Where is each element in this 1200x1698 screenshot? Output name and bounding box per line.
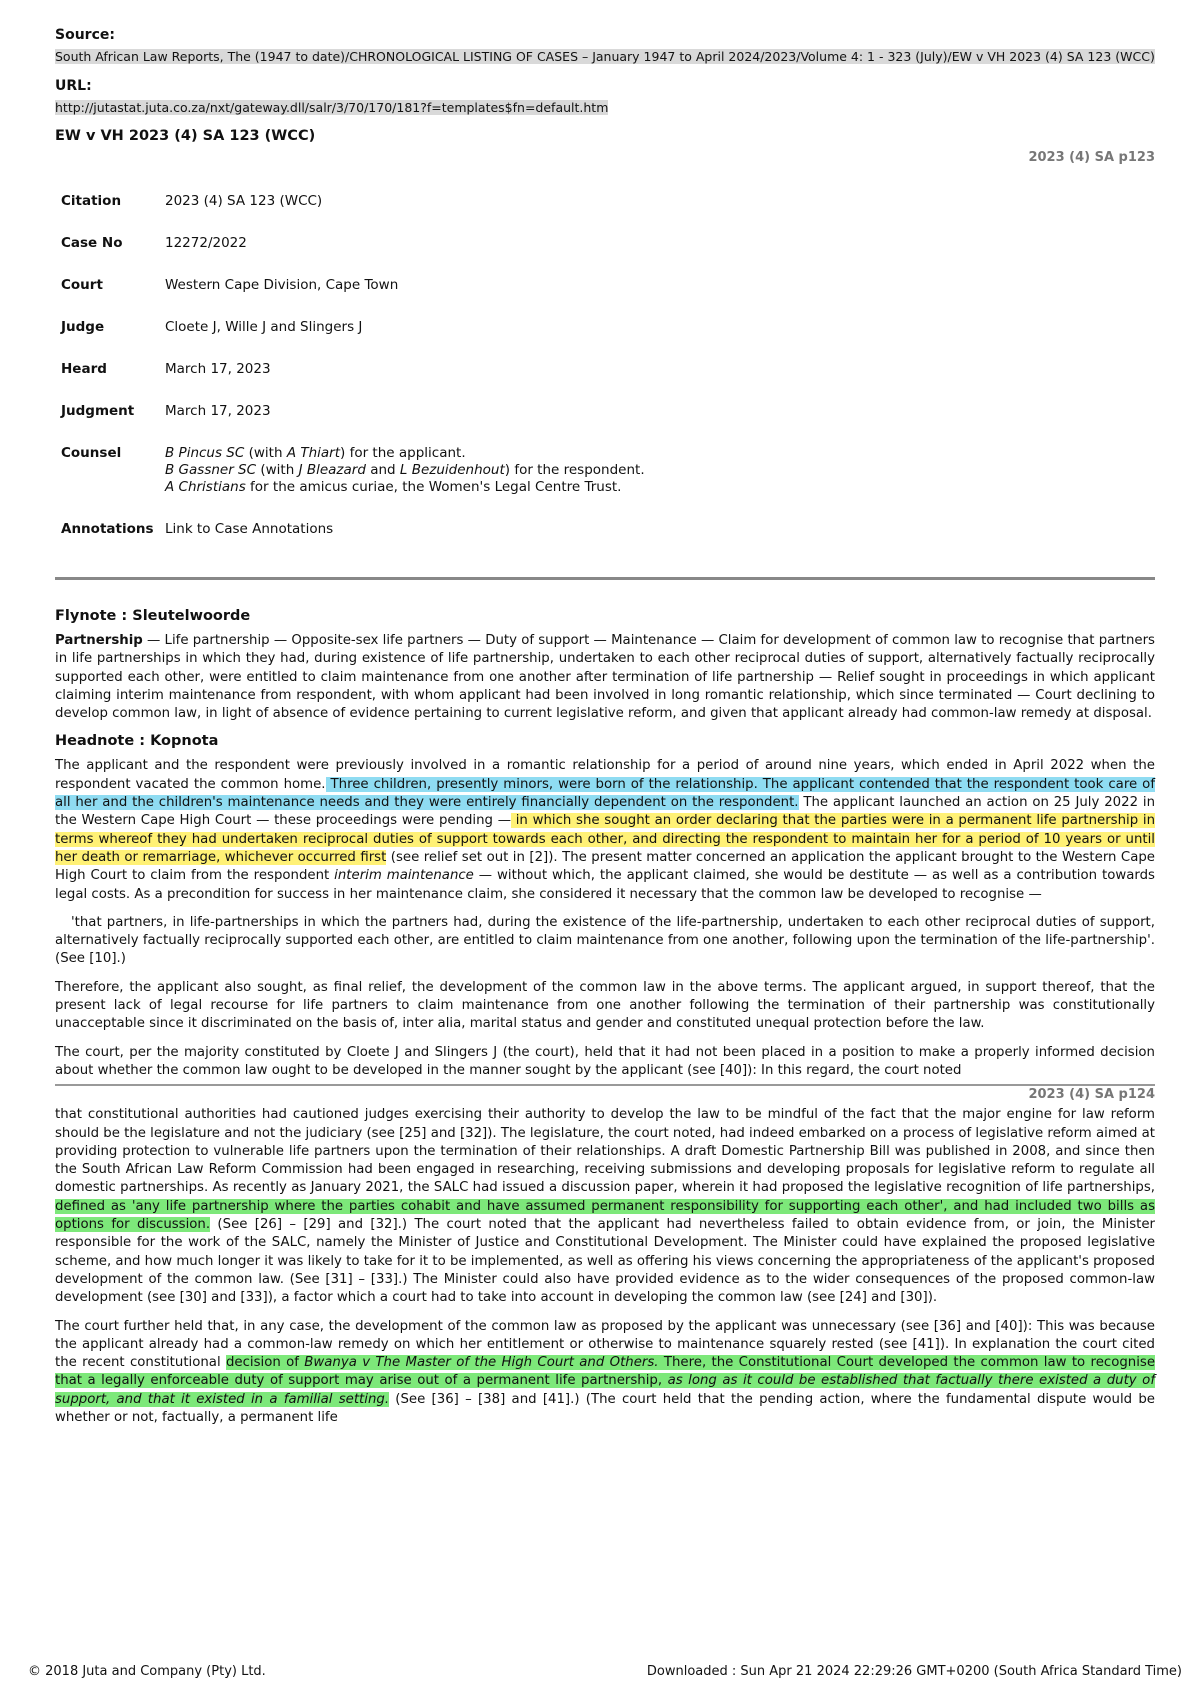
counsel-text: for the amicus curiae, the Women's Legal Centre Trust. <box>245 479 622 495</box>
italic-run: Bwanya v The Master of the High Court and Others. <box>304 1355 659 1371</box>
text-run: — without which, the applicant claimed, she would be destitute — as well as a contribution towards legal costs. As a precondition for success in her maintenance claim, she considered it necessary that the common law be developed to recognise — <box>55 868 1155 902</box>
text-run: (see relief set out in [2]). The present matter concerned an application the applicant brought to the Western Cape High Court to claim from the respondent <box>55 849 1155 884</box>
heard-key: Heard <box>61 361 107 377</box>
text-run: The court further held that, in any case, the development of the common law as proposed by the applicant was unnecessary (see [36] and [40]): This was because the applicant already had a common-law remedy on which her entitlement or otherwise to maintenance squarely rested (see [41]). In explanation the court cited the recent constitutional <box>55 1318 1155 1371</box>
counsel-text: ) for the respondent. <box>504 462 645 478</box>
flynote-text: — Life partnership — Opposite-sex life partners — Duty of support — Maintenance — Claim for development of common law to recognise that partners in life partnerships in which they had, during existence of life partnership, undertaken to each other reciprocal duties of support, alternatively factually reciprocally supported each other, were entitled to claim maintenance from one another after termination of life partnership — Relief sought in proceedings in which applicant claiming interim maintenance from respondent, with whom applicant had been involved in long romantic relationship, which since terminated — Court declining to develop common law, in light of absence of evidence pertaining to current legislative reform, and given that applicant already had common-law remedy at disposal. <box>55 633 1155 722</box>
annotations-key: Annotations <box>61 521 154 537</box>
text-run: (See [36] – [38] and [41].) (The court held that the pending action, where the fundamental dispute would be whether or not, factually, a permanent life <box>55 1391 1155 1425</box>
case-no-key: Case No <box>61 235 123 251</box>
annotations-link[interactable]: Link to Case Annotations <box>165 521 334 537</box>
court-key: Court <box>61 277 103 293</box>
page-reference-123: 2023 (4) SA p123 <box>1028 150 1155 165</box>
counsel-name: A Christians <box>165 479 246 495</box>
source-path: South African Law Reports, The (1947 to date)/CHRONOLOGICAL LISTING OF CASES – January 1947 to April 2024/2023/Volume 4: 1 - 323 (July)/EW v VH 2023 (4) SA 123 (WCC) <box>55 49 1155 64</box>
headnote-heading: Headnote : Kopnota <box>55 733 219 750</box>
judgment-value: March 17, 2023 <box>165 403 271 419</box>
citation-key: Citation <box>61 193 122 209</box>
source-label: Source: <box>55 27 115 43</box>
counsel-text: (with <box>244 445 287 461</box>
counsel-name: L Bezuidenhout <box>399 462 505 478</box>
court-value: Western Cape Division, Cape Town <box>165 277 399 293</box>
text-run: that constitutional authorities had cautioned judges exercising their authority to develop the law to be mindful of the fact that the major engine for law reform should be the legislature and not the judiciary (see [25] and [32]). The legislature, the court noted, had indeed embarked on a process of legislative reform aimed at providing protection to vulnerable life partners upon the termination of their relationships. A draft Domestic Partnership Bill was published in 2008, and since then the South African Law Reform Commission had been engaged in researching, receiving submissions and developing proposals for legislative reform to regulate all domestic partnerships. As recently as January 2021, the SALC had issued a discussion paper, wherein it had proposed the legislative recognition of life partnerships, <box>55 1107 1155 1196</box>
counsel-name: J Bleazard <box>298 462 366 478</box>
headnote-paragraph-4: The court, per the majority constituted by Cloete J and Slingers J (the court), held that it had not been placed in a position to make a properly informed decision about whether the common law ought to be developed in the manner sought by the applicant (see [40]): In this regard, the court noted <box>55 1044 1155 1078</box>
counsel-text: ) for the applicant. <box>340 445 466 461</box>
counsel-text: (with <box>256 462 299 478</box>
judgment-row <box>61 403 645 445</box>
case-metadata-table <box>61 193 645 563</box>
flynote-bold-term: Partnership <box>55 633 143 648</box>
case-no-row <box>61 235 645 277</box>
headnote-paragraph-5 <box>55 1106 1155 1307</box>
judgment-key: Judgment <box>61 403 135 419</box>
source-text <box>55 46 1155 65</box>
headnote-paragraph-3: Therefore, the applicant also sought, as final relief, the development of the common law in the above terms. The applicant argued, in support thereof, that the present lack of legal recourse for life partners to claim maintenance from one another following the termination of their partnership was constitutionally unacceptable since it discriminated on the basis of, inter alia, marital status and gender and constituted unequal protection before the law. <box>55 979 1155 1032</box>
counsel-name: A Thiart <box>286 445 341 461</box>
judge-value: Cloete J, Wille J and Slingers J <box>165 319 363 335</box>
counsel-line-applicant <box>165 445 645 462</box>
document-page <box>55 26 1155 1437</box>
footer-download-info: Downloaded : Sun Apr 21 2024 22:29:26 GMT+0200 (South Africa Standard Time) <box>646 1664 1182 1679</box>
counsel-text: and <box>365 462 400 478</box>
text-run: There, the Constitutional Court developed the common law to recognise that a legally enforceable duty of support may arise out of a permanent life partnership, <box>55 1355 1155 1389</box>
court-row <box>61 277 645 319</box>
counsel-name: B Gassner SC <box>165 462 257 478</box>
page-divider <box>55 1084 1155 1086</box>
counsel-row <box>61 445 645 521</box>
text-run: The applicant launched an action on 25 July 2022 in the Western Cape High Court — these proceedings were pending — <box>55 795 1155 829</box>
footer-copyright: © 2018 Juta and Company (Pty) Ltd. <box>28 1664 266 1679</box>
section-divider <box>55 577 1155 580</box>
citation-value: 2023 (4) SA 123 (WCC) <box>165 193 323 209</box>
italic-run: as long as it could be established that factually there existed a duty of support, and that it existed in a familial setting. <box>55 1373 1156 1407</box>
case-no-value: 12272/2022 <box>165 235 247 251</box>
annotations-row <box>61 521 645 563</box>
highlight-blue: Three children, presently minors, were born of the relationship. The applicant contended that the respondent took care of all her and the children's maintenance needs and they were entirely financially dependent on the respondent. <box>55 776 1155 811</box>
flynote-paragraph <box>55 632 1155 723</box>
heard-row <box>61 361 645 403</box>
flynote-heading: Flynote : Sleutelwoorde <box>55 608 251 624</box>
text-run: (See [26] – [29] and [32].) The court noted that the applicant had nevertheless failed to obtain evidence from, or join, the Minister responsible for the work of the SALC, namely the Minister of Justice and Constitutional Development. The Minister could have explained the proposed legislative scheme, and how much longer it was likely to take for it to be implemented, as well as offering his views concerning the appropriateness of the applicant's proposed development of the common law. (See [31] – [33].) The Minister could also have provided evidence as to the wider consequences of the proposed common-law development (see [30] and [33]), a factor which a court had to take into account in developing the common law (see [24] and [30]). <box>55 1217 1156 1306</box>
heard-value: March 17, 2023 <box>165 361 271 377</box>
headnote-quote: 'that partners, in life-partnerships in which the partners had, during the existence of the life-partnership, undertaken to each other reciprocal duties of support, alternatively factually reciprocally supported each other, are entitled to claim maintenance from one another, following upon the termination of the life-partnership'. (See [10].) <box>55 914 1155 967</box>
url-text <box>55 97 1155 116</box>
page-reference-124: 2023 (4) SA p124 <box>1028 1087 1155 1103</box>
counsel-line-respondent <box>165 462 645 479</box>
counsel-line-amicus <box>165 479 645 496</box>
counsel-name: B Pincus SC <box>165 445 245 461</box>
headnote-paragraph-1 <box>55 757 1155 903</box>
url-link[interactable]: http://jutastat.juta.co.za/nxt/gateway.dll/salr/3/70/170/181?f=templates$fn=default.htm <box>55 100 609 115</box>
text-run: decision of <box>225 1355 305 1371</box>
headnote-paragraph-6 <box>55 1318 1155 1428</box>
highlight-green: defined as 'any life partnership where the parties cohabit and have assumed permanent responsibility for supporting each other', and had included two bills as options for discussion. <box>55 1198 1155 1233</box>
counsel-value <box>165 445 645 521</box>
judge-key: Judge <box>61 319 105 335</box>
case-title: EW v VH 2023 (4) SA 123 (WCC) <box>55 128 316 144</box>
highlight-yellow: in which she sought an order declaring that the parties were in a permanent life partnership in terms whereof they had undertaken reciprocal duties of support towards each other, and directing the respondent to maintain her for a period of 10 years or until her death or remarriage, whichever occurred first <box>55 813 1155 865</box>
counsel-key: Counsel <box>61 445 122 461</box>
italic-run: interim maintenance <box>334 868 474 884</box>
judge-row <box>61 319 645 361</box>
text-run: The applicant and the respondent were previously involved in a romantic relationship for a period of around nine years, which ended in April 2022 when the respondent vacated the common home. <box>55 758 1155 792</box>
citation-row <box>61 193 645 235</box>
url-label: URL: <box>55 78 92 94</box>
